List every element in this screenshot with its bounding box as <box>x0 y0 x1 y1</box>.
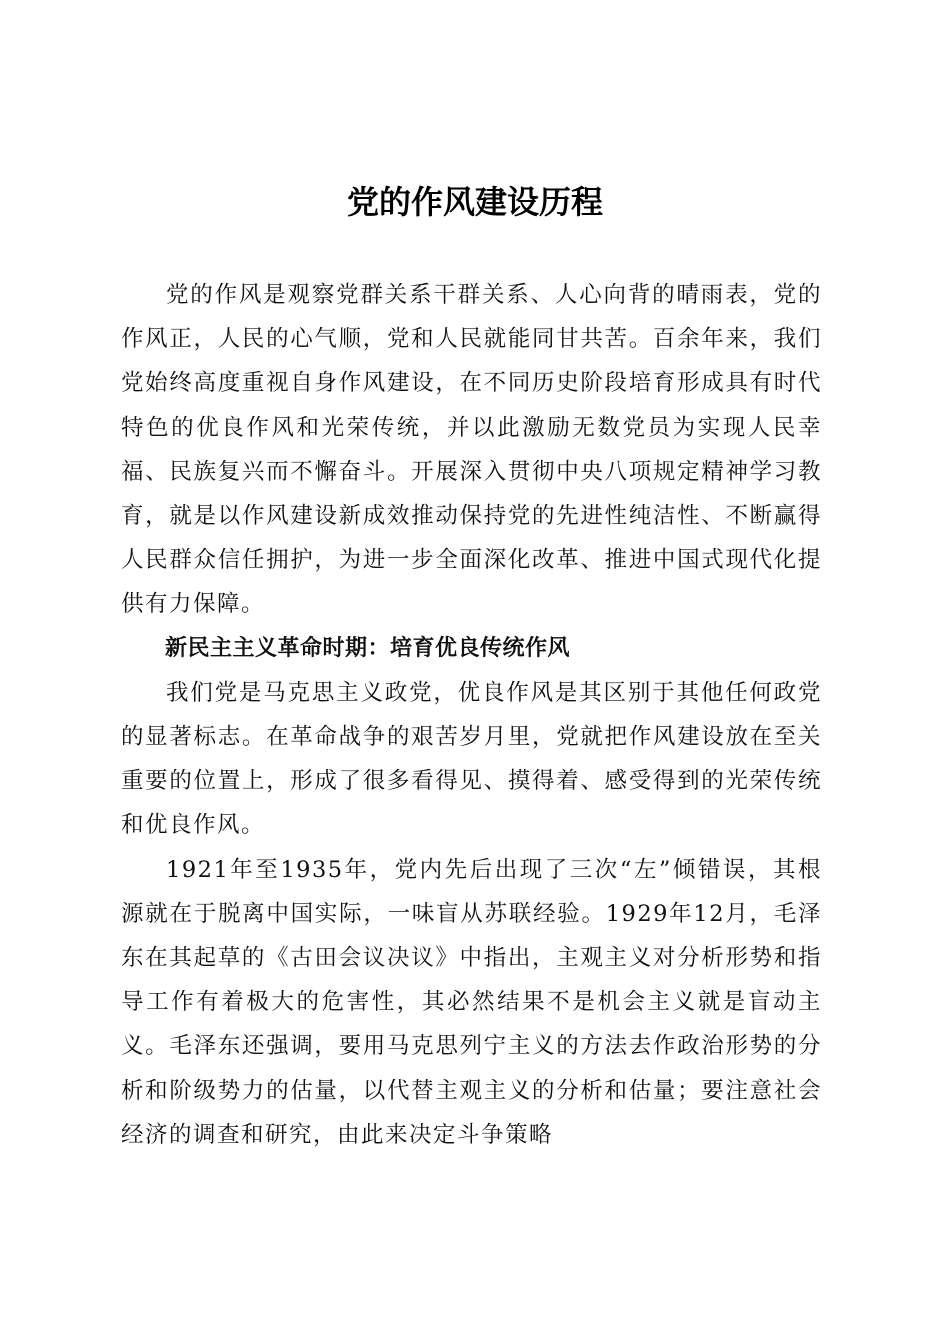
section-heading: 新民主主义革命时期：培育优良传统作风 <box>165 635 571 661</box>
intro-paragraph: 党的作风是观察党群关系干群关系、人心向背的晴雨表，党的作风正，人民的心气顺，党和人民就能同甘共苦。百余年来，我们党始终高度重视自身作风建设，在不同历史阶段培育形成具有时代特色的优良作风和光荣传统，并以此激励无数党员为实现人民幸福、民族复兴而不懈奋斗。开展深入贯彻中央八项规定精神学习教育，就是以作风建设新成效推动保持党的先进性纯洁性、不断赢得人民群众信任拥护，为进一步全面深化改革、推进中国式现代化提供有力保障。 <box>121 282 822 618</box>
document-title: 党的作风建设历程 <box>346 183 603 221</box>
section-paragraph-2: 1921年至1935年，党内先后出现了三次“左”倾错误，其根源就在于脱离中国实际，一味盲从苏联经验。1929年12月，毛泽东在其起草的《古田会议决议》中指出，主观主义对分析形势和指导工作有着极大的危害性，其必然结果不是机会主义就是盲动主义。毛泽东还强调，要用马克思列宁主义的方法去作政治形势的分析和阶级势力的估量，以代替主观主义的分析和估量；要注意社会经济的调查和研究，由此来决定斗争策略 <box>121 856 822 1148</box>
document-body <box>121 273 822 1157</box>
section-paragraph-1: 我们党是马克思主义政党，优良作风是其区别于其他任何政党的显著标志。在革命战争的艰苦岁月里，党就把作风建设放在至关重要的位置上，形成了很多看得见、摸得着、感受得到的光荣传统和优良作风。 <box>121 679 822 839</box>
